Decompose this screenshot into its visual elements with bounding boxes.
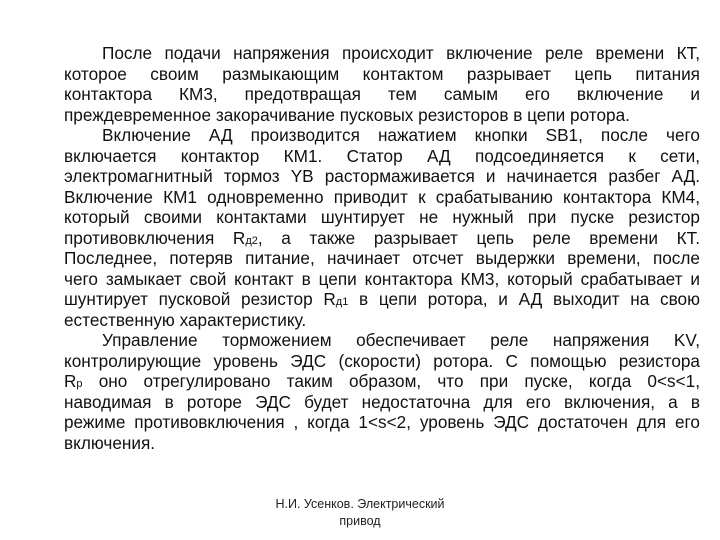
- text-line: контактора КМ3, предотвращая тем самым его включение и: [64, 84, 700, 104]
- text-segment: R: [64, 371, 77, 391]
- text-line: После подачи напряжения происходит включение реле времени КТ,: [102, 43, 700, 63]
- text-line: электромагнитный тормоз YB растормаживается и начинается разбег АД.: [64, 166, 700, 186]
- text-segment: в цепи ротора, и АД выходит на свою: [348, 289, 700, 309]
- text-line: Управление торможением обеспечивает реле напряжения KV,: [102, 330, 700, 350]
- text-line: контролирующие уровень ЭДС (скорости) ротора. С помощью резистора: [64, 350, 700, 371]
- text-line: [64, 371, 700, 392]
- text-line: преждевременное закорачивание пусковых резисторов в цепи ротора.: [64, 104, 630, 125]
- text-line: режиме противовключения , когда 1<s<2, уровень ЭДС достаточен для его: [64, 412, 700, 432]
- text-line: Последнее, потеряв питание, начинает отсчет выдержки времени, после: [64, 248, 700, 268]
- subscript: д1: [335, 296, 349, 308]
- text-line: чего замыкает свой контакт в цепи контактора КМ3, который срабатывает и: [64, 268, 700, 289]
- text-segment: оно отрегулировано таким образом, что при пуске, когда 0<s<1,: [82, 371, 700, 391]
- text-line: включается контактор КМ1. Статор АД подсоединяется к сети,: [64, 145, 700, 166]
- subscript: р: [76, 378, 83, 390]
- text-line: [64, 289, 700, 310]
- text-line: Включение КМ1 одновременно приводит к срабатыванию контактора КМ4,: [64, 186, 700, 207]
- text-line: которое своим размыкающим контактом разрывает цепь питания: [64, 63, 700, 84]
- text-line: [64, 228, 700, 249]
- subscript: д2: [245, 234, 258, 247]
- footer: [240, 496, 480, 530]
- text-segment: , а также разрывает цепь реле времени КТ.: [257, 227, 700, 248]
- body-text: [64, 43, 700, 453]
- text-line: наводимая в роторе ЭДС будет недостаточна для его включения, а в: [64, 391, 700, 412]
- text-line: Включение АД производится нажатием кнопки SB1, после чего: [102, 125, 700, 145]
- text-segment: шунтирует пусковой резистор R: [64, 289, 336, 309]
- text-line: который своими контактами шунтирует не нужный при пуске резистор: [64, 207, 700, 227]
- footer-author-line: Н.И. Усенков. Электрический: [275, 497, 445, 511]
- footer-title-line: привод: [339, 514, 381, 528]
- text-segment: противовключения R: [64, 227, 246, 248]
- text-line: естественную характеристику.: [64, 309, 307, 330]
- text-line: включения.: [64, 432, 156, 453]
